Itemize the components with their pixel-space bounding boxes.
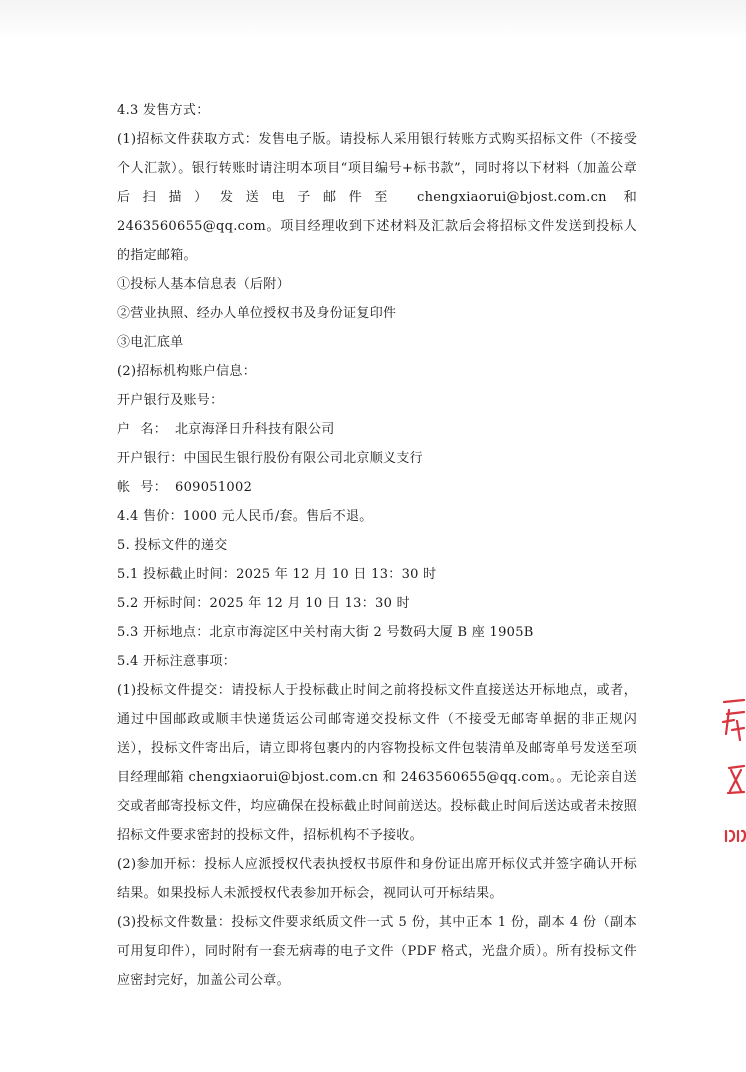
- bank-label: 开户银行：: [117, 451, 184, 466]
- attendance-note: (2)参加开标：投标人应派授权代表执授权书原件和身份证出席开标仪式并签字确认开标结果。如果投标人未派授权代表参加开标会，视同认可开标结果。: [117, 857, 637, 901]
- account-number-label: 帐 号：: [117, 480, 167, 495]
- opening-notes-heading: 5.4 开标注意事项：: [117, 654, 237, 669]
- account-name-value: 北京海泽日升科技有限公司: [175, 422, 335, 437]
- opening-location: 5.3 开标地点：北京市海淀区中关村南大街 2 号数码大厦 B 座 1905B: [117, 625, 534, 640]
- bid-deadline: 5.1 投标截止时间：2025 年 12 月 10 日 13：30 时: [117, 567, 437, 582]
- seal-mark: [723, 700, 745, 841]
- document-body: [117, 96, 637, 995]
- section-4-3-heading: 4.3 发售方式：: [117, 103, 210, 118]
- bank-row: [117, 444, 637, 473]
- material-item-1: ①投标人基本信息表（后附）: [117, 277, 290, 292]
- seal-svg: [710, 690, 746, 860]
- material-item-2: ②营业执照、经办人单位授权书及身份证复印件: [117, 306, 397, 321]
- submission-note: (1)投标文件提交：请投标人于投标截止时间之前将投标文件直接送达开标地点，或者，通过中国邮政或顺丰快递货运公司邮寄递交投标文件（不接受无邮寄单据的非正规闪送），投标文件寄出后，请立即将包裹内的内容物投标文件包装清单及邮寄单号发送至项目经理邮箱 chengxiaorui@bjost.com.cn 和 2463560655@qq.com。。无论亲自送交或者邮寄投标文件，均应确保在投标截止时间前送达。投标截止时间后送达或者未按照招标文件要求密封的投标文件，招标机构不予接收。: [117, 683, 637, 843]
- price-paragraph: 4.4 售价：1000 元人民币/套。售后不退。: [117, 509, 373, 524]
- opening-time: 5.2 开标时间：2025 年 12 月 10 日 13：30 时: [117, 596, 410, 611]
- bank-value: 中国民生银行股份有限公司北京顺义支行: [183, 451, 423, 466]
- scan-shadow: [0, 0, 746, 40]
- account-info-heading: (2)招标机构账户信息：: [117, 364, 257, 379]
- account-number-value: 609051002: [175, 480, 253, 495]
- account-name-row: [117, 415, 637, 444]
- purchase-method-paragraph: (1)招标文件获取方式：发售电子版。请投标人采用银行转账方式购买招标文件（不接受个人汇款）。银行转账时请注明本项目“项目编号+标书款”，同时将以下材料（加盖公章后扫描）发送电子邮件至 chengxiaorui@bjost.com.cn 和 2463560655@qq.com。项目经理收到下述材料及汇款后会将招标文件发送到投标人的指定邮箱。: [117, 132, 637, 263]
- quantity-note: (3)投标文件数量：投标文件要求纸质文件一式 5 份，其中正本 1 份，副本 4 份（副本可用复印件），同时附有一套无病毒的电子文件（PDF 格式，光盘介质）。所有投标文件应密封完好，加盖公司公章。: [117, 915, 637, 988]
- account-name-label: 户 名：: [117, 422, 167, 437]
- section-5-heading: 5. 投标文件的递交: [117, 538, 228, 553]
- red-seal-fragment: [710, 690, 746, 860]
- account-number-row: [117, 473, 637, 502]
- bank-account-heading: 开户银行及账号：: [117, 393, 224, 408]
- material-item-3: ③电汇底单: [117, 335, 184, 350]
